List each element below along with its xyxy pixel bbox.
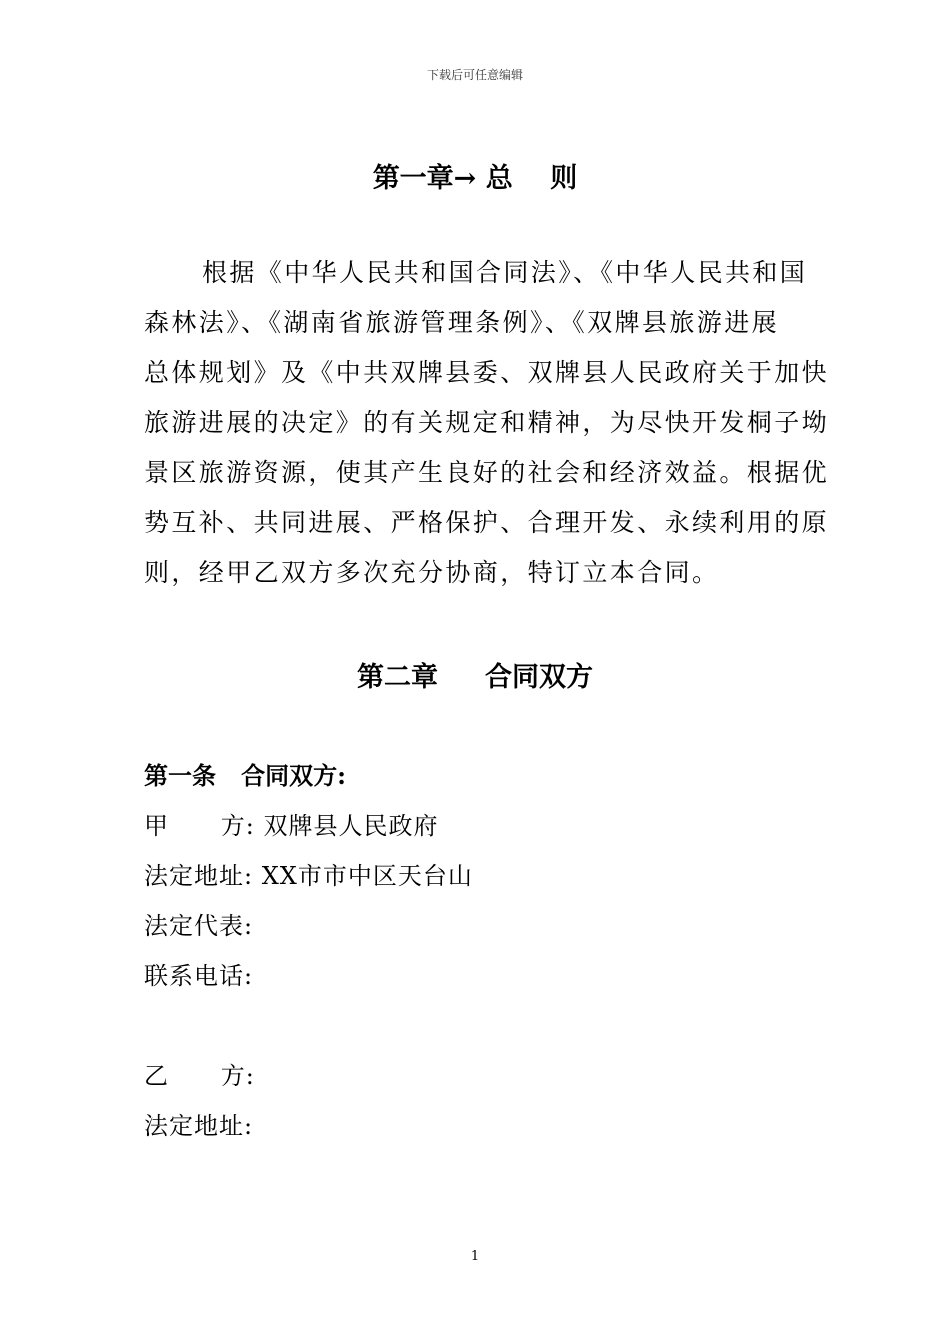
party-a-address-value: XX市市中区天台山 [261,862,473,890]
party-a-label: 甲 方: [144,812,264,840]
party-a-address-row [144,856,473,891]
party-a-name-row [144,806,439,841]
chapter-2-title: 第二章 合同双方 [357,662,593,693]
party-b-address-label: 法定地址: [144,1112,254,1140]
chapter-1-title: 第一章→ 总 则 [372,163,578,194]
party-b-label: 乙 方: [144,1062,255,1090]
preamble-line-7: 则，经甲乙双方多次充分协商，特订立本合同。 [144,558,720,587]
party-a-representative-label: 法定代表: [144,912,254,940]
preamble-line-3: 总体规划》及《中共双牌县委、双牌县人民政府关于加快 [144,358,830,387]
party-a-value: 双牌县人民政府 [263,812,439,840]
article-1-title: 第一条 合同双方: [144,761,346,790]
party-a-address-label: 法定地址: [144,862,262,890]
header-note: 下载后可任意编辑 [426,68,523,82]
page-number: 1 [470,1249,480,1264]
preamble-line-1: 根据《中华人民共和国合同法》、《中华人民共和国 [202,258,808,287]
preamble-line-4: 旅游进展的决定》的有关规定和精神，为尽快开发桐子坳 [144,408,830,437]
party-a-phone-label: 联系电话: [144,962,254,990]
preamble-line-5: 景区旅游资源，使其产生良好的社会和经济效益。根据优 [144,458,830,487]
preamble-paragraph [144,248,830,598]
preamble-line-6: 势互补、共同进展、严格保护、合理开发、永续利用的原 [144,508,830,537]
preamble-line-2: 森林法》、《湖南省旅游管理条例》、《双牌县旅游进展 [144,308,780,337]
